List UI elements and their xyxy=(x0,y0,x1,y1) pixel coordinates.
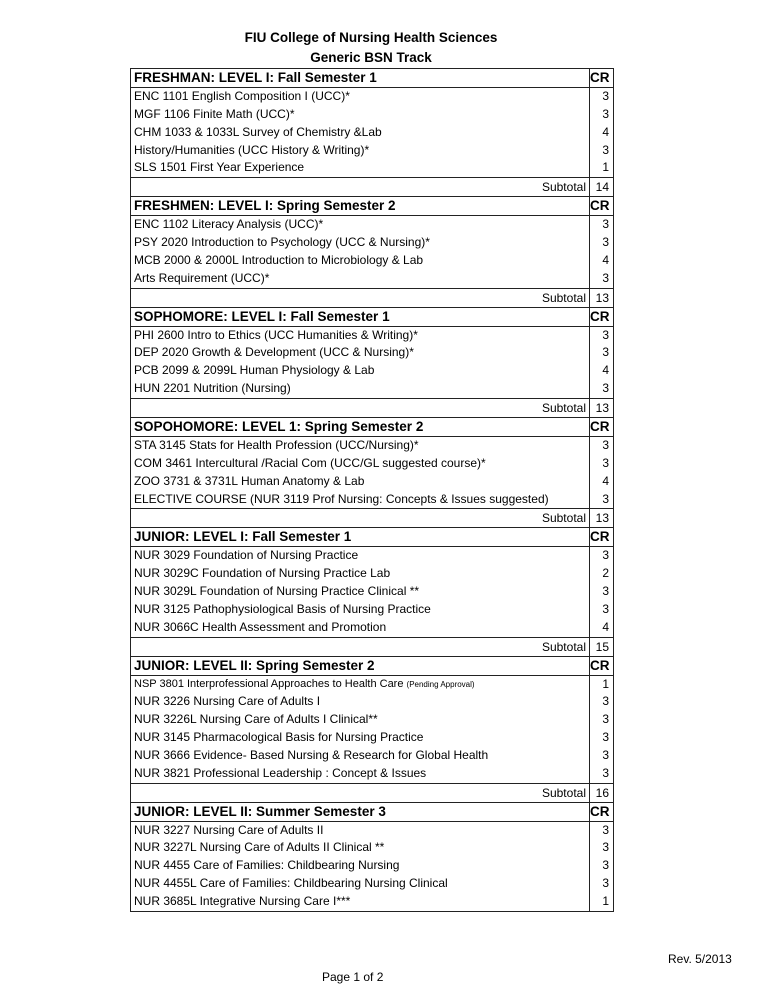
course-credits: 3 xyxy=(602,876,609,891)
course-name-text: NUR 3227L Nursing Care of Adults II Clinical ** xyxy=(134,840,385,855)
subtotal-row xyxy=(131,508,613,527)
section-header xyxy=(131,656,613,676)
subtotal-label: Subtotal xyxy=(131,399,590,417)
course-credits: 3 xyxy=(602,747,609,762)
course-name-text: NUR 3125 Pathophysiological Basis of Nursing Practice xyxy=(134,601,431,616)
course-name xyxy=(131,693,590,711)
course-credits: 3 xyxy=(602,548,609,563)
course-name-text: MCB 2000 & 2000L Introduction to Microbiology & Lab xyxy=(134,252,424,267)
course-name xyxy=(131,619,590,637)
cr-column-header: CR xyxy=(590,198,610,214)
course-credits: 1 xyxy=(602,676,609,691)
course-name xyxy=(131,252,590,270)
section-header xyxy=(131,68,613,88)
course-credits: 3 xyxy=(602,381,609,396)
course-name xyxy=(131,676,590,694)
course-name xyxy=(131,344,590,362)
course-credits: 3 xyxy=(602,601,609,616)
course-name-text: NUR 3227 Nursing Care of Adults II xyxy=(134,822,324,837)
section-header xyxy=(131,307,613,327)
subtotal-row xyxy=(131,288,613,307)
course-name xyxy=(131,583,590,601)
course-credits: 3 xyxy=(602,694,609,709)
cr-column-header: CR xyxy=(590,657,610,673)
course-credits: 1 xyxy=(602,160,609,175)
course-name-text: NUR 3685L Integrative Nursing Care I*** xyxy=(134,894,351,908)
subtotal-label: Subtotal xyxy=(131,784,590,802)
course-row xyxy=(131,106,613,124)
course-name-text: NUR 4455L Care of Families: Childbearing Nursing Clinical xyxy=(134,876,448,891)
course-name xyxy=(131,601,590,619)
subtotal-row xyxy=(131,637,613,656)
course-row xyxy=(131,270,613,288)
course-table xyxy=(130,68,614,912)
course-name xyxy=(131,857,590,875)
subtotal-value: 16 xyxy=(595,785,609,800)
course-credits: 4 xyxy=(602,619,609,634)
subtotal-value: 13 xyxy=(595,290,609,305)
course-name xyxy=(131,159,590,177)
course-credits: 4 xyxy=(602,473,609,488)
course-credits: 4 xyxy=(602,252,609,267)
section-heading: JUNIOR: LEVEL I: Fall Semester 1 xyxy=(131,528,590,546)
subtotal-label: Subtotal xyxy=(131,509,590,527)
course-credits: 4 xyxy=(602,124,609,139)
course-name-text: ENC 1101 English Composition I (UCC)* xyxy=(134,89,350,103)
course-name-text: HUN 2201 Nutrition (Nursing) xyxy=(134,381,291,396)
course-row xyxy=(131,327,613,345)
course-name xyxy=(131,216,590,234)
subtotal-row xyxy=(131,398,613,417)
revision-label: Rev. 5/2013 xyxy=(668,952,732,966)
course-credits: 3 xyxy=(602,437,609,452)
document-subtitle: Generic BSN Track xyxy=(310,50,432,65)
course-name xyxy=(131,124,590,142)
section-heading: FRESHMAN: LEVEL I: Fall Semester 1 xyxy=(131,69,590,87)
course-credits: 3 xyxy=(602,840,609,855)
course-name-text: NUR 3029 Foundation of Nursing Practice xyxy=(134,548,359,563)
course-name-text: Arts Requirement (UCC)* xyxy=(134,270,270,285)
section-heading: FRESHMEN: LEVEL I: Spring Semester 2 xyxy=(131,197,590,215)
cr-column-header: CR xyxy=(590,70,610,85)
course-name xyxy=(131,747,590,765)
course-credits: 3 xyxy=(602,142,609,157)
course-note: (Pending Approval) xyxy=(406,679,475,689)
course-name xyxy=(131,362,590,380)
course-name-text: STA 3145 Stats for Health Profession (UCC/Nursing)* xyxy=(134,437,419,452)
course-name xyxy=(131,565,590,583)
course-credits: 3 xyxy=(602,455,609,470)
course-credits: 1 xyxy=(602,894,609,908)
course-credits: 3 xyxy=(602,822,609,837)
course-row xyxy=(131,893,613,911)
course-name-text: NUR 3821 Professional Leadership : Concept & Issues xyxy=(134,765,427,780)
course-name-text: NUR 3029L Foundation of Nursing Practice Clinical ** xyxy=(134,584,420,599)
course-name xyxy=(131,473,590,491)
course-row xyxy=(131,437,613,455)
course-name-text: MGF 1106 Finite Math (UCC)* xyxy=(134,106,295,121)
course-row xyxy=(131,565,613,583)
subtotal-label: Subtotal xyxy=(131,289,590,307)
course-name-text: SLS 1501 First Year Experience xyxy=(134,160,305,175)
cr-column-header: CR xyxy=(590,308,610,324)
course-credits: 3 xyxy=(602,730,609,745)
course-name-text: COM 3461 Intercultural /Racial Com (UCC/GL suggested course)* xyxy=(134,455,486,470)
subtotal-value: 13 xyxy=(595,400,609,415)
course-name xyxy=(131,822,590,840)
course-name xyxy=(131,491,590,509)
course-credits: 3 xyxy=(602,217,609,232)
section-header xyxy=(131,802,613,822)
course-name-text: History/Humanities (UCC History & Writing)* xyxy=(134,142,370,157)
subtotal-value: 14 xyxy=(595,180,609,195)
course-name-text: NUR 3226L Nursing Care of Adults I Clinical** xyxy=(134,712,378,727)
document-title: FIU College of Nursing Health Sciences xyxy=(244,30,498,45)
course-row xyxy=(131,875,613,893)
course-name xyxy=(131,88,590,106)
course-row xyxy=(131,711,613,729)
course-name-text: NUR 3029C Foundation of Nursing Practice Lab xyxy=(134,566,391,581)
subtotal-label: Subtotal xyxy=(131,638,590,656)
subtotal-value: 13 xyxy=(595,511,609,526)
course-name-text: PSY 2020 Introduction to Psychology (UCC & Nursing)* xyxy=(134,235,430,250)
course-name xyxy=(131,327,590,345)
subtotal-row xyxy=(131,783,613,802)
course-row xyxy=(131,601,613,619)
course-row xyxy=(131,88,613,106)
course-name xyxy=(131,380,590,398)
course-name-text: NUR 3145 Pharmacological Basis for Nursing Practice xyxy=(134,730,424,745)
course-name xyxy=(131,839,590,857)
course-credits: 3 xyxy=(602,584,609,599)
course-credits: 3 xyxy=(602,712,609,727)
course-row xyxy=(131,344,613,362)
course-name-text: PHI 2600 Intro to Ethics (UCC Humanities & Writing)* xyxy=(134,327,418,342)
course-row xyxy=(131,216,613,234)
course-credits: 3 xyxy=(602,235,609,250)
course-row xyxy=(131,729,613,747)
course-credits: 3 xyxy=(602,89,609,103)
course-row xyxy=(131,547,613,565)
course-row xyxy=(131,693,613,711)
course-name xyxy=(131,875,590,893)
course-row xyxy=(131,839,613,857)
section-header xyxy=(131,196,613,216)
course-credits: 3 xyxy=(602,270,609,285)
cr-column-header: CR xyxy=(590,803,610,819)
course-row xyxy=(131,491,613,509)
course-name xyxy=(131,455,590,473)
course-name xyxy=(131,729,590,747)
course-name-text: ENC 1102 Literacy Analysis (UCC)* xyxy=(134,217,324,232)
course-name xyxy=(131,437,590,455)
subtotal-value: 15 xyxy=(595,639,609,654)
course-row xyxy=(131,252,613,270)
course-name xyxy=(131,270,590,288)
course-row xyxy=(131,747,613,765)
course-credits: 2 xyxy=(602,566,609,581)
course-credits: 3 xyxy=(602,491,609,506)
course-credits: 4 xyxy=(602,363,609,378)
course-row xyxy=(131,124,613,142)
course-row xyxy=(131,473,613,491)
course-name-text: NUR 4455 Care of Families: Childbearing Nursing xyxy=(134,858,400,873)
course-credits: 3 xyxy=(602,106,609,121)
section-header xyxy=(131,527,613,547)
section-header xyxy=(131,417,613,437)
course-row xyxy=(131,455,613,473)
course-name xyxy=(131,711,590,729)
subtotal-label: Subtotal xyxy=(131,178,590,196)
course-row xyxy=(131,159,613,177)
course-row xyxy=(131,583,613,601)
course-row xyxy=(131,822,613,840)
section-heading: SOPHOMORE: LEVEL I: Fall Semester 1 xyxy=(131,308,590,326)
course-name xyxy=(131,142,590,160)
course-name-text: NUR 3066C Health Assessment and Promotion xyxy=(134,619,387,634)
course-row xyxy=(131,765,613,783)
page-number: Page 1 of 2 xyxy=(322,970,384,984)
course-row xyxy=(131,234,613,252)
course-row xyxy=(131,676,613,694)
course-name-text: NUR 3226 Nursing Care of Adults I xyxy=(134,694,321,709)
section-heading: JUNIOR: LEVEL II: Summer Semester 3 xyxy=(131,803,590,821)
course-name xyxy=(131,106,590,124)
course-name-text: ZOO 3731 & 3731L Human Anatomy & Lab xyxy=(134,473,365,488)
section-heading: JUNIOR: LEVEL II: Spring Semester 2 xyxy=(131,657,590,675)
course-name-text: NSP 3801 Interprofessional Approaches to Health Care xyxy=(134,677,404,690)
course-name xyxy=(131,234,590,252)
course-name xyxy=(131,765,590,783)
cr-column-header: CR xyxy=(590,529,610,545)
course-row xyxy=(131,142,613,160)
course-name-text: DEP 2020 Growth & Development (UCC & Nursing)* xyxy=(134,345,414,360)
section-heading: SOPOHOMORE: LEVEL 1: Spring Semester 2 xyxy=(131,418,590,436)
course-credits: 3 xyxy=(602,345,609,360)
course-name-text: NUR 3666 Evidence- Based Nursing & Research for Global Health xyxy=(134,747,489,762)
course-row xyxy=(131,380,613,398)
course-name xyxy=(131,547,590,565)
cr-column-header: CR xyxy=(590,418,610,434)
course-row xyxy=(131,857,613,875)
course-name-text: ELECTIVE COURSE (NUR 3119 Prof Nursing: Concepts & Issues suggested) xyxy=(134,491,549,506)
course-name-text: PCB 2099 & 2099L Human Physiology & Lab xyxy=(134,363,375,378)
course-name-text: CHM 1033 & 1033L Survey of Chemistry &Lab xyxy=(134,124,382,139)
subtotal-row xyxy=(131,177,613,196)
course-credits: 3 xyxy=(602,765,609,780)
course-row xyxy=(131,619,613,637)
course-credits: 3 xyxy=(602,327,609,342)
course-name xyxy=(131,893,590,911)
course-row xyxy=(131,362,613,380)
course-credits: 3 xyxy=(602,858,609,873)
